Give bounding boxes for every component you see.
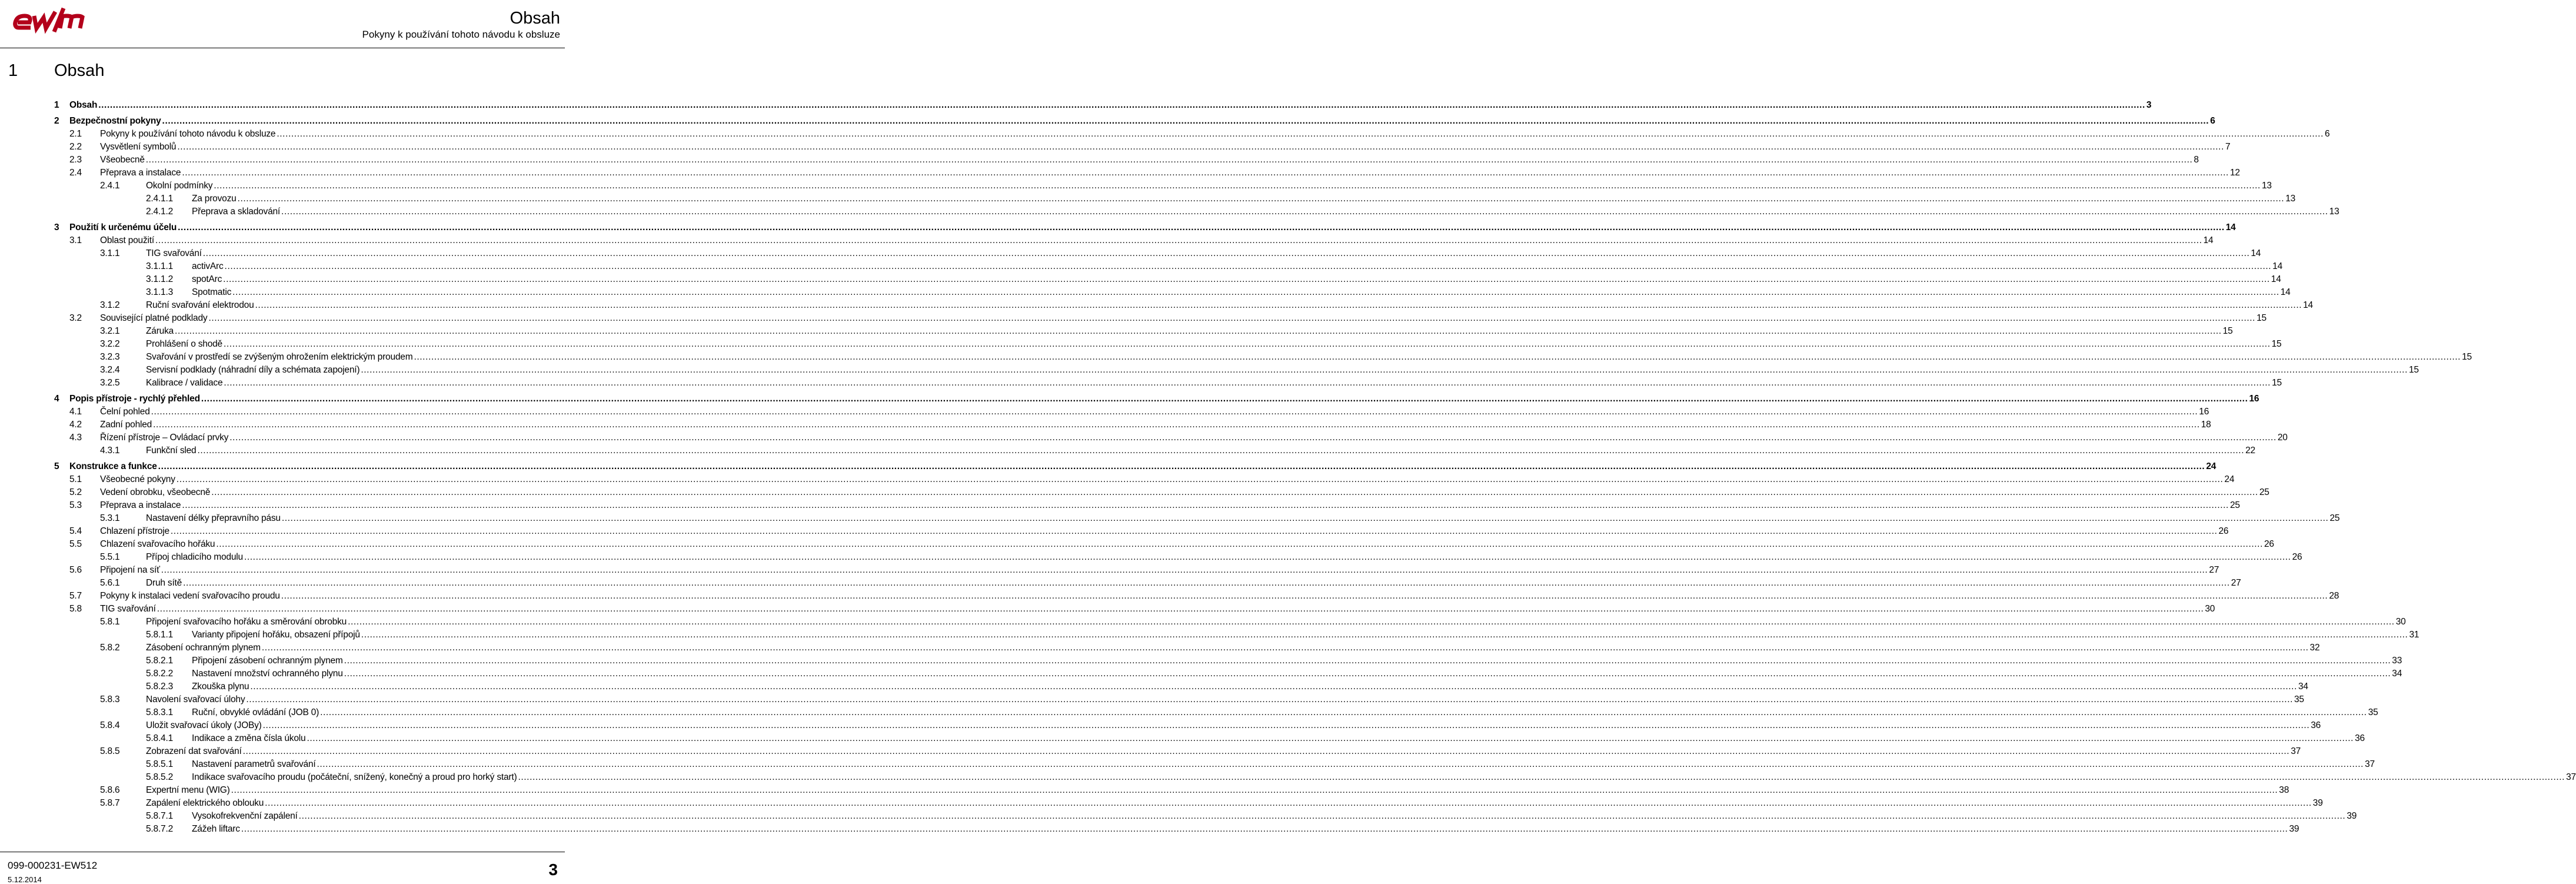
toc-entry-title: Oblast použití [100,235,154,245]
toc-dot-leader [153,420,2200,430]
toc-dot-leader [344,669,2391,679]
toc-entry-title: Za provozu [192,194,237,204]
toc-dot-leader [241,824,2288,835]
toc-entry-title: Chlazení svařovacího hořáku [100,539,215,549]
toc-entry[interactable] [54,98,2152,111]
toc-dot-leader [246,694,2293,705]
toc-entry-title: Záruka [146,326,174,336]
toc-entry[interactable] [54,757,2375,770]
toc-entry-title: Indikace svařovacího proudu (počáteční, snížený, konečný a proud pro horký start) [192,772,517,782]
toc-dot-leader [244,552,2291,563]
toc-entry-page: 16 [2199,407,2209,417]
toc-entry[interactable] [54,404,2209,417]
toc-dot-leader [178,222,2225,233]
toc-entry-page: 26 [2218,526,2229,536]
toc-entry[interactable] [54,809,2357,822]
toc-entry-number: 5.8.2.1 [146,656,174,666]
toc-entry-number: 2.2 [69,142,82,152]
toc-entry-number: 3.1.1.2 [146,274,174,284]
toc-entry-number: 2.4.1.1 [146,194,174,204]
toc-entry[interactable] [54,285,2291,298]
toc-entry-title: Použití k určenému účelu [69,222,177,232]
toc-entry-number: 5.6 [69,565,82,575]
toc-entry-page: 13 [2261,181,2272,191]
toc-entry-number: 5.1 [69,474,82,484]
toc-dot-leader [223,274,2270,285]
toc-entry-number: 5.8.2.2 [146,669,174,679]
toc-entry-number: 4.2 [69,420,82,430]
toc-entry-title: Řízení přístroje – Ovládací prvky [100,433,229,443]
toc-dot-leader [243,746,2290,757]
toc-entry[interactable] [54,443,2255,456]
toc-entry-page: 3 [2146,100,2152,110]
toc-entry-page: 34 [2298,682,2308,692]
toc-entry-page: 34 [2392,669,2402,679]
toc-entry[interactable] [54,259,2283,272]
toc-entry-page: 14 [2203,235,2214,245]
toc-dot-leader [282,513,2329,524]
toc-entry-title: Vedení obrobku, všeobecně [100,487,211,497]
toc-entry-title: Připojení svařovacího hořáku a směrování obrobku [146,617,347,627]
toc-entry-number: 3 [54,222,59,232]
toc-entry-title: Chlazení přístroje [100,526,169,536]
toc-entry-title: Nastavení množství ochranného plynu [192,669,343,679]
table-of-contents [54,98,2576,835]
toc-dot-leader [263,720,2310,731]
header-subtitle: Pokyny k používání tohoto návodu k obsluze [362,29,560,40]
toc-entry-page: 37 [2365,759,2375,769]
toc-dot-leader [238,194,2285,204]
toc-entry-page: 15 [2462,352,2472,362]
toc-entry-number: 5.4 [69,526,82,536]
ewm-logo [13,5,96,34]
toc-dot-leader [232,287,2279,298]
toc-dot-leader [157,604,2204,614]
toc-entry[interactable] [54,350,2472,363]
toc-entry-title: Nastavení parametrů svařování [192,759,316,769]
toc-dot-leader [250,682,2297,692]
toc-entry-page: 39 [2289,824,2299,834]
toc-entry-number: 5.7 [69,591,82,601]
toc-entry-number: 3.1 [69,235,82,245]
toc-entry[interactable] [54,718,2321,731]
toc-entry-title: Připojení na síť [100,565,160,575]
toc-entry-page: 33 [2392,656,2402,666]
toc-entry[interactable] [54,233,2214,246]
toc-entry-number: 5.8.5.2 [146,772,174,782]
toc-entry-title: TIG svařování [100,604,156,614]
toc-entry[interactable] [54,204,2339,217]
toc-entry[interactable] [54,511,2340,524]
toc-entry-number: 5.6.1 [100,578,120,588]
toc-entry-number: 5.8.7.2 [146,824,174,834]
toc-entry-title: spotArc [192,274,222,284]
toc-dot-leader [299,811,2346,822]
toc-entry-number: 2.3 [69,155,82,165]
toc-entry[interactable] [54,498,2240,511]
section-heading-text: Obsah [54,61,105,80]
toc-entry-title: Všeobecné pokyny [100,474,175,484]
toc-dot-leader [158,461,2205,472]
toc-entry-title: Druh sítě [146,578,182,588]
toc-entry-number: 3.1.2 [100,300,120,310]
toc-entry-number: 2.4 [69,168,82,178]
toc-entry-page: 27 [2231,578,2241,588]
toc-entry-number: 4 [54,394,59,404]
toc-entry-title: Ruční svařování elektrodou [146,300,254,310]
toc-entry-number: 2.1 [69,129,82,139]
toc-entry-number: 5.8.2 [100,643,120,653]
toc-entry-page: 14 [2225,222,2236,232]
toc-dot-leader [277,129,2324,139]
toc-dot-leader [177,142,2224,152]
toc-entry-title: Přípoj chladicího modulu [146,552,243,562]
toc-entry-title: Zásobení ochranným plynem [146,643,261,653]
toc-entry[interactable] [54,640,2320,653]
toc-dot-leader [265,798,2312,809]
toc-entry-page: 28 [2329,591,2339,601]
toc-entry-page: 16 [2249,394,2259,404]
toc-entry-page: 14 [2251,248,2261,258]
toc-entry-title: Popis přístroje - rychlý přehled [69,394,200,404]
toc-entry-page: 30 [2395,617,2406,627]
toc-entry-page: 24 [2224,474,2235,484]
toc-dot-leader [231,785,2278,796]
toc-entry[interactable] [54,770,2576,783]
toc-entry[interactable] [54,311,2267,324]
toc-entry[interactable] [54,178,2272,191]
toc-entry-number: 4.3.1 [100,446,120,456]
toc-entry[interactable] [54,614,2406,627]
toc-entry-title: Přeprava a instalace [100,500,181,510]
toc-entry-page: 36 [2311,720,2321,730]
footer-date: 5.12.2014 [8,875,42,884]
toc-entry[interactable] [54,822,2299,835]
toc-dot-leader [225,261,2272,272]
toc-entry-number: 5.8 [69,604,82,614]
toc-entry-page: 25 [2229,500,2240,510]
toc-entry-title: Související platné podklady [100,313,208,323]
toc-entry[interactable] [54,417,2211,430]
toc-entry-number: 2.4.1.2 [146,207,174,217]
toc-entry-title: Čelní pohled [100,407,150,417]
toc-dot-leader [182,168,2229,178]
toc-entry-page: 6 [2325,129,2330,139]
toc-entry[interactable] [54,666,2402,679]
toc-dot-leader [214,181,2261,191]
toc-dot-leader [348,617,2395,627]
toc-entry[interactable] [54,375,2282,388]
toc-entry[interactable] [54,430,2288,443]
toc-entry-number: 3.2.3 [100,352,120,362]
toc-entry[interactable] [54,537,2274,550]
toc-entry-title: Vysvětlení symbolů [100,142,177,152]
toc-entry-page: 37 [2566,772,2576,782]
toc-entry[interactable] [54,705,2378,718]
toc-entry-title: Obsah [69,100,98,110]
toc-entry[interactable] [54,298,2313,311]
toc-entry[interactable] [54,576,2241,589]
toc-entry-page: 25 [2259,487,2269,497]
toc-dot-leader [182,500,2229,511]
toc-entry-page: 14 [2271,274,2281,284]
toc-entry-number: 5.8.3.1 [146,707,174,717]
toc-entry-title: Vysokofrekvenční zapálení [192,811,298,821]
toc-dot-leader [183,578,2230,589]
toc-entry-page: 30 [2205,604,2215,614]
toc-entry-number: 5.8.3 [100,694,120,704]
toc-dot-leader [216,539,2263,550]
toc-entry-title: Navolení svařovací úlohy [146,694,245,704]
toc-entry[interactable] [54,653,2402,666]
toc-entry[interactable] [54,783,2289,796]
toc-entry[interactable] [54,246,2261,259]
toc-entry-page: 12 [2229,168,2240,178]
toc-entry-page: 39 [2312,798,2323,808]
toc-entry[interactable] [54,796,2323,809]
toc-entry-page: 35 [2368,707,2378,717]
toc-entry-number: 3.1.1.1 [146,261,174,271]
toc-entry-page: 27 [2209,565,2219,575]
toc-dot-leader [211,487,2258,498]
toc-entry-title: Okolní podmínky [146,181,213,191]
section-heading [8,60,104,81]
toc-entry[interactable] [54,324,2233,337]
toc-entry[interactable] [54,220,2236,233]
toc-entry-title: Indikace a změna čísla úkolu [192,733,306,743]
toc-entry[interactable] [54,114,2215,127]
toc-entry-number: 1 [54,100,59,110]
toc-entry-page: 36 [2355,733,2365,743]
toc-entry-number: 2.4.1 [100,181,120,191]
toc-dot-leader [255,300,2302,311]
toc-entry-number: 5.8.1.1 [146,630,174,640]
toc-entry-number: 5.8.4.1 [146,733,174,743]
toc-dot-leader [361,365,2408,375]
toc-dot-leader [175,326,2222,337]
toc-dot-leader [229,433,2277,443]
toc-entry-number: 3.2.4 [100,365,120,375]
toc-dot-leader [151,407,2198,417]
toc-entry-page: 24 [2206,461,2216,471]
toc-dot-leader [361,630,2408,640]
toc-entry-number: 5.8.4 [100,720,120,730]
toc-entry-title: Připojení zásobení ochranným plynem [192,656,343,666]
toc-dot-leader [281,591,2328,601]
toc-dot-leader [161,565,2208,576]
toc-entry-page: 15 [2257,313,2267,323]
toc-entry-title: Zapálení elektrického oblouku [146,798,264,808]
toc-entry-number: 5.5.1 [100,552,120,562]
toc-entry-title: Uložit svařovací úkoly (JOBy) [146,720,262,730]
toc-entry-page: 37 [2291,746,2301,756]
toc-entry-title: Varianty připojení hořáku, obsazení přípojů [192,630,360,640]
toc-dot-leader [177,474,2224,485]
toc-entry[interactable] [54,391,2259,404]
toc-dot-leader [171,526,2218,537]
toc-entry-title: Nastavení délky přepravního pásu [146,513,281,523]
toc-entry-title: Zadní pohled [100,420,152,430]
toc-entry-page: 15 [2222,326,2233,336]
toc-dot-leader [344,656,2391,666]
toc-entry[interactable] [54,152,2199,165]
toc-dot-leader [203,248,2250,259]
toc-entry-number: 5.8.6 [100,785,120,795]
footer-document-number: 099-000231-EW512 [8,860,98,871]
toc-entry-title: Funkční sled [146,446,197,456]
toc-entry-page: 18 [2201,420,2211,430]
toc-entry-number: 5 [54,461,59,471]
toc-dot-leader [518,772,2565,783]
toc-entry[interactable] [54,363,2419,375]
toc-entry-title: Svařování v prostředí se zvýšeným ohrožením elektrickým proudem [146,352,413,362]
toc-entry[interactable] [54,744,2301,757]
toc-entry-number: 5.8.5.1 [146,759,174,769]
toc-entry-number: 3.2.5 [100,378,120,388]
toc-entry[interactable] [54,139,2231,152]
toc-entry[interactable] [54,272,2281,285]
toc-entry-title: Prohlášení o shodě [146,339,222,349]
toc-entry-page: 15 [2408,365,2419,375]
toc-entry-number: 5.8.5 [100,746,120,756]
toc-entry-title: Přeprava a skladování [192,207,281,217]
toc-entry-page: 14 [2303,300,2313,310]
toc-entry-page: 8 [2194,155,2199,165]
footer-page-number: 3 [548,860,558,879]
toc-entry[interactable] [54,692,2304,705]
toc-entry-number: 3.2.1 [100,326,120,336]
toc-dot-leader [201,394,2248,404]
toc-entry-title: Ruční, obvyklé ovládání (JOB 0) [192,707,319,717]
toc-entry-page: 13 [2285,194,2296,204]
header-title: Obsah [510,9,560,28]
toc-entry[interactable] [54,459,2216,472]
toc-entry[interactable] [54,563,2219,576]
section-heading-number: 1 [8,61,18,80]
toc-entry-page: 26 [2264,539,2274,549]
toc-dot-leader [224,378,2271,388]
toc-entry[interactable] [54,679,2308,692]
toc-entry-title: Pokyny k instalaci vedení svařovacího proudu [100,591,280,601]
toc-entry-page: 20 [2277,433,2288,443]
toc-entry-title: Servisní podklady (náhradní díly a schémata zapojení) [146,365,360,375]
toc-entry-page: 7 [2225,142,2231,152]
toc-entry[interactable] [54,524,2229,537]
toc-entry-number: 3.1.1.3 [146,287,174,297]
toc-entry-title: Zkouška plynu [192,682,249,692]
toc-entry-page: 14 [2280,287,2291,297]
toc-dot-leader [281,207,2328,217]
toc-entry[interactable] [54,191,2296,204]
toc-dot-leader [317,759,2364,770]
toc-entry-page: 6 [2210,116,2215,126]
toc-entry-number: 5.8.2.3 [146,682,174,692]
toc-entry[interactable] [54,589,2339,601]
toc-entry-title: TIG svařování [146,248,202,258]
toc-entry-title: Bezpečnostní pokyny [69,116,161,126]
toc-entry[interactable] [54,472,2235,485]
toc-entry-title: Kalibrace / validace [146,378,223,388]
toc-dot-leader [208,313,2255,324]
toc-entry[interactable] [54,165,2240,178]
toc-entry-number: 5.3 [69,500,82,510]
toc-entry-number: 3.1.1 [100,248,120,258]
toc-entry-page: 39 [2347,811,2357,821]
toc-dot-leader [320,707,2367,718]
toc-dot-leader [224,339,2271,350]
toc-entry-title: Pokyny k používání tohoto návodu k obsluze [100,129,276,139]
toc-entry-number: 5.8.1 [100,617,120,627]
toc-entry-page: 15 [2271,339,2282,349]
toc-entry-number: 5.2 [69,487,82,497]
toc-entry-title: Konstrukce a funkce [69,461,157,471]
toc-entry-page: 25 [2329,513,2340,523]
toc-entry[interactable] [54,485,2269,498]
toc-entry-number: 4.3 [69,433,82,443]
toc-entry-title: Zážeh liftarc [192,824,240,834]
toc-dot-leader [162,116,2209,127]
toc-entry-title: Zobrazení dat svařování [146,746,242,756]
toc-entry-page: 26 [2292,552,2302,562]
toc-entry-number: 5.8.7 [100,798,120,808]
toc-entry[interactable] [54,127,2330,139]
toc-entry[interactable] [54,337,2282,350]
toc-entry-page: 35 [2294,694,2304,704]
toc-entry[interactable] [54,601,2215,614]
toc-entry-title: Všeobecně [100,155,145,165]
toc-dot-leader [307,733,2354,744]
toc-entry-title: activArc [192,261,224,271]
toc-entry-number: 4.1 [69,407,82,417]
toc-dot-leader [414,352,2461,363]
toc-dot-leader [155,235,2202,246]
toc-entry[interactable] [54,550,2302,563]
toc-entry-page: 13 [2329,207,2339,217]
toc-entry-number: 2 [54,116,59,126]
toc-entry-page: 32 [2309,643,2320,653]
toc-entry-number: 3.2 [69,313,82,323]
toc-dot-leader [197,446,2244,456]
toc-entry-number: 5.5 [69,539,82,549]
toc-entry-page: 14 [2272,261,2283,271]
toc-entry[interactable] [54,731,2365,744]
toc-entry-number: 5.8.7.1 [146,811,174,821]
toc-dot-leader [262,643,2309,653]
toc-entry-title: Spotmatic [192,287,232,297]
toc-dot-leader [146,155,2193,165]
toc-entry-title: Přeprava a instalace [100,168,181,178]
toc-entry-page: 22 [2245,446,2255,456]
toc-entry-page: 31 [2409,630,2419,640]
toc-entry-number: 5.3.1 [100,513,120,523]
toc-dot-leader [98,100,2145,111]
toc-entry-title: Expertní menu (WIG) [146,785,230,795]
toc-entry-number: 3.2.2 [100,339,120,349]
toc-entry[interactable] [54,627,2419,640]
toc-entry-page: 15 [2272,378,2282,388]
toc-entry-page: 38 [2279,785,2289,795]
